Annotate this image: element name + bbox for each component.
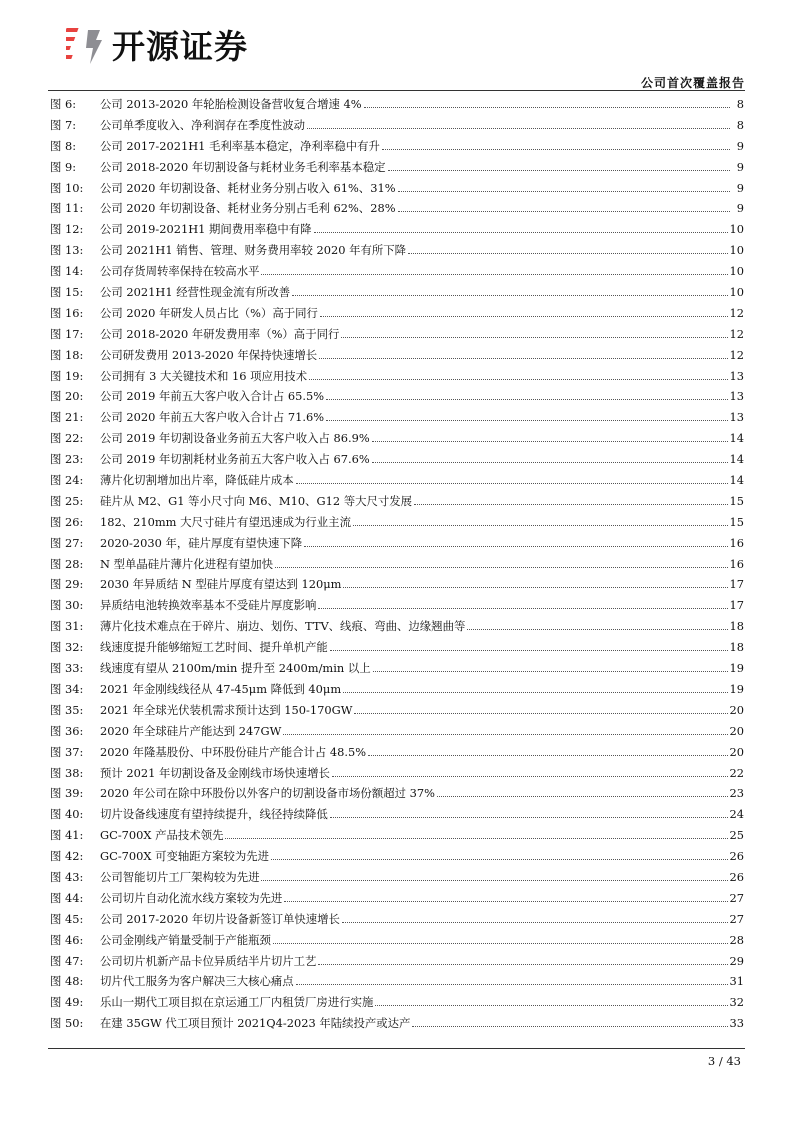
figure-title: 在建 35GW 代工项目预计 2021Q4-2023 年陆续投产或达产 [100, 1016, 411, 1031]
leader-dots [271, 856, 727, 860]
figure-label: 图 17: [50, 326, 84, 341]
figure-page: 26 [729, 869, 744, 884]
leader-dots [373, 668, 728, 672]
figure-label: 图 19: [50, 368, 84, 383]
figure-label: 图 20: [50, 389, 84, 404]
leader-dots [318, 605, 727, 609]
leader-dots [296, 480, 728, 484]
figure-page: 14 [729, 473, 744, 488]
figure-label: 图 25: [50, 493, 84, 508]
toc-entry[interactable] [50, 430, 744, 451]
leader-dots [372, 438, 728, 442]
figure-page: 13 [729, 368, 744, 383]
figure-label: 图 22: [50, 431, 84, 446]
figure-page: 10 [729, 222, 744, 237]
figure-page: 31 [729, 974, 744, 989]
figure-label: 图 38: [50, 765, 84, 780]
figure-title: 公司 2018-2020 年研发费用率（%）高于同行 [100, 326, 340, 341]
leader-dots [309, 376, 727, 380]
figure-title: 公司 2021H1 销售、管理、财务费用率较 2020 年有所下降 [100, 243, 407, 258]
figure-page: 17 [729, 577, 744, 592]
leader-dots [284, 898, 727, 902]
leader-dots [398, 188, 730, 192]
leader-dots [314, 229, 728, 233]
leader-dots [296, 981, 728, 985]
figure-title: 预计 2021 年切割设备及金刚线市场快速增长 [100, 765, 330, 780]
figure-label: 图 41: [50, 828, 84, 843]
figure-label: 图 24: [50, 473, 84, 488]
toc-entry[interactable] [50, 514, 744, 535]
toc-entry[interactable] [50, 305, 744, 326]
toc-entry[interactable] [50, 1015, 744, 1036]
figure-page: 13 [729, 389, 744, 404]
toc-entry[interactable] [50, 911, 744, 932]
figure-page: 19 [729, 661, 744, 676]
toc-entry[interactable] [50, 827, 744, 848]
toc-entry[interactable] [50, 785, 744, 806]
header-divider [48, 90, 745, 91]
toc-entry[interactable] [50, 409, 744, 430]
figure-title: 2020-2030 年，硅片厚度有望快速下降 [100, 535, 303, 550]
leader-dots [372, 459, 728, 463]
toc-entry[interactable] [50, 180, 744, 201]
figure-page: 14 [729, 431, 744, 446]
figure-page: 19 [729, 681, 744, 696]
figure-page: 26 [729, 849, 744, 864]
figure-label: 图 45: [50, 911, 84, 926]
figure-page: 18 [729, 619, 744, 634]
toc-entry[interactable] [50, 765, 744, 786]
figure-page: 29 [729, 953, 744, 968]
figure-page: 24 [729, 807, 744, 822]
figure-title: 切片代工服务为客户解决三大核心痛点 [100, 974, 294, 989]
leader-dots [304, 543, 727, 547]
toc-entry[interactable] [50, 953, 744, 974]
figure-title: 公司 2017-2021H1 毛利率基本稳定，净利率稳中有升 [100, 138, 380, 153]
figure-title: 乐山一期代工项目拟在京运通工厂内租赁厂房进行实施 [100, 995, 374, 1010]
leader-dots [364, 104, 730, 108]
leader-dots [326, 417, 727, 421]
leader-dots [326, 396, 727, 400]
toc-entry[interactable] [50, 96, 744, 117]
figure-page: 9 [736, 159, 744, 174]
figure-page: 12 [729, 305, 744, 320]
figure-title: 182、210mm 大尺寸硅片有望迅速成为行业主流 [100, 514, 351, 529]
figure-page: 27 [729, 890, 744, 905]
figure-title: 公司 2019-2021H1 期间费用率稳中有降 [100, 222, 312, 237]
figure-label: 图 33: [50, 661, 84, 676]
figure-page: 13 [729, 410, 744, 425]
figure-title: 公司 2020 年研发人员占比（%）高于同行 [100, 305, 318, 320]
leader-dots [320, 313, 728, 317]
figure-label: 图 50: [50, 1016, 84, 1031]
footer-divider [48, 1048, 745, 1049]
toc-entry[interactable] [50, 138, 744, 159]
figure-title: 公司研发费用 2013-2020 年保持快速增长 [100, 347, 318, 362]
report-type: 公司首次覆盖报告 [640, 76, 745, 90]
toc-entry[interactable] [50, 451, 744, 472]
figure-title: 2020 年公司在除中环股份以外客户的切割设备市场份额超过 37% [100, 786, 435, 801]
figure-title: N 型单晶硅片薄片化进程有望加快 [100, 556, 274, 571]
figure-label: 图 42: [50, 849, 84, 864]
figure-title: 公司 2019 年前五大客户收入合计占 65.5% [100, 389, 325, 404]
toc-entry[interactable] [50, 535, 744, 556]
figure-label: 图 18: [50, 347, 84, 362]
figure-title: 薄片化技术难点在于碎片、崩边、划伤、TTV、线痕、弯曲、边缘翘曲等 [100, 619, 466, 634]
figure-label: 图 36: [50, 723, 84, 738]
page-header [0, 0, 793, 100]
figure-title: 2030 年异质结 N 型硅片厚度有望达到 120μm [100, 577, 342, 592]
leader-dots [368, 752, 727, 756]
figure-page: 20 [729, 723, 744, 738]
figure-label: 图 8: [50, 138, 77, 153]
figure-title: 公司 2017-2020 年切片设备新签订单快速增长 [100, 911, 340, 926]
figure-label: 图 13: [50, 243, 84, 258]
figure-page: 28 [729, 932, 744, 947]
figure-title: 公司智能切片工厂架构较为先进 [100, 869, 260, 884]
figure-page: 9 [736, 180, 744, 195]
figure-page: 20 [729, 744, 744, 759]
toc-entry[interactable] [50, 994, 744, 1015]
figure-title: 2020 年全球硅片产能达到 247GW [100, 723, 282, 738]
figure-title: 公司 2018-2020 年切割设备与耗材业务毛利率基本稳定 [100, 159, 386, 174]
figure-title: 2021 年金刚线线径从 47-45μm 降低到 40μm [100, 681, 342, 696]
toc-entry[interactable] [50, 200, 744, 221]
figure-label: 图 21: [50, 410, 84, 425]
figure-title: 公司 2019 年切割耗材业务前五大客户收入占 67.6% [100, 452, 370, 467]
figure-title: 公司单季度收入、净利润存在季度性波动 [100, 117, 306, 132]
figure-page: 12 [729, 326, 744, 341]
toc-entry[interactable] [50, 744, 744, 765]
figure-page: 18 [729, 640, 744, 655]
figure-label: 图 40: [50, 807, 84, 822]
figure-title: 线速度提升能够缩短工艺时间、提升单机产能 [100, 640, 328, 655]
figure-page: 32 [729, 995, 744, 1010]
toc-entry[interactable] [50, 576, 744, 597]
leader-dots [342, 919, 728, 923]
figure-label: 图 48: [50, 974, 84, 989]
toc-entry[interactable] [50, 347, 744, 368]
figure-label: 图 46: [50, 932, 84, 947]
toc-entry[interactable] [50, 618, 744, 639]
figure-label: 图 43: [50, 869, 84, 884]
figure-label: 图 28: [50, 556, 84, 571]
figure-page: 8 [736, 97, 744, 111]
figure-title: 公司金刚线产销量受制于产能瓶颈 [100, 932, 271, 947]
figure-page: 17 [729, 598, 744, 613]
figure-label: 图 37: [50, 744, 84, 759]
figure-page: 10 [729, 285, 744, 300]
figure-page: 23 [729, 786, 744, 801]
figure-label: 图 30: [50, 598, 84, 613]
figure-page: 27 [729, 911, 744, 926]
leader-dots [412, 1023, 727, 1027]
figure-page: 25 [729, 828, 744, 843]
brand-name: 开源证券 [112, 26, 248, 66]
figure-list [50, 96, 744, 1036]
leader-dots [341, 334, 727, 338]
leader-dots [225, 835, 727, 839]
figure-title: 公司拥有 3 大关键技术和 16 项应用技术 [100, 368, 308, 383]
leader-dots [332, 773, 728, 777]
toc-entry[interactable] [50, 869, 744, 890]
leader-dots [275, 564, 727, 568]
figure-title: 公司 2020 年前五大客户收入合计占 71.6% [100, 410, 325, 425]
leader-dots [330, 647, 728, 651]
figure-label: 图 11: [50, 201, 84, 216]
leader-dots [273, 940, 728, 944]
leader-dots [261, 877, 727, 881]
kaiyuan-logo-icon [66, 24, 106, 68]
leader-dots [354, 710, 727, 714]
figure-title: 线速度有望从 2100m/min 提升至 2400m/min 以上 [100, 661, 371, 676]
leader-dots [330, 814, 728, 818]
figure-page: 12 [729, 347, 744, 362]
leader-dots [283, 731, 727, 735]
figure-title: 2021 年全球光伏装机需求预计达到 150-170GW [100, 702, 353, 717]
figure-title: 薄片化切割增加出片率，降低硅片成本 [100, 473, 294, 488]
toc-entry[interactable] [50, 639, 744, 660]
leader-dots [437, 793, 728, 797]
figure-label: 图 32: [50, 640, 84, 655]
figure-label: 图 44: [50, 890, 84, 905]
figure-title: 公司 2021H1 经营性现金流有所改善 [100, 285, 291, 300]
figure-title: 切片设备线速度有望持续提升，线径持续降低 [100, 807, 328, 822]
toc-entry[interactable] [50, 660, 744, 681]
figure-title: 公司 2019 年切割设备业务前五大客户收入占 86.9% [100, 431, 370, 446]
figure-title: 公司 2013-2020 年轮胎检测设备营收复合增速 4% [100, 97, 362, 111]
leader-dots [388, 167, 731, 171]
figure-page: 22 [729, 765, 744, 780]
leader-dots [319, 355, 727, 359]
figure-label: 图 15: [50, 285, 84, 300]
leader-dots [353, 522, 728, 526]
figure-page: 20 [729, 702, 744, 717]
toc-entry[interactable] [50, 556, 744, 577]
toc-entry[interactable] [50, 806, 744, 827]
toc-entry[interactable] [50, 117, 744, 138]
figure-label: 图 7: [50, 117, 77, 132]
figure-page: 10 [729, 243, 744, 258]
toc-entry[interactable] [50, 702, 744, 723]
figure-page: 16 [729, 556, 744, 571]
figure-page: 15 [729, 514, 744, 529]
toc-entry[interactable] [50, 723, 744, 744]
figure-title: 公司切片机新产品卡位异质结半片切片工艺 [100, 953, 317, 968]
leader-dots [467, 626, 727, 630]
company-logo [66, 24, 248, 68]
toc-entry[interactable] [50, 932, 744, 953]
leader-dots [318, 961, 727, 965]
figure-page: 15 [729, 493, 744, 508]
figure-label: 图 49: [50, 995, 84, 1010]
toc-entry[interactable] [50, 493, 744, 514]
figure-label: 图 34: [50, 681, 84, 696]
figure-label: 图 12: [50, 222, 84, 237]
figure-page: 9 [736, 201, 744, 216]
toc-entry[interactable] [50, 263, 744, 284]
leader-dots [375, 1002, 727, 1006]
toc-entry[interactable] [50, 973, 744, 994]
figure-title: 公司切片自动化流水线方案较为先进 [100, 890, 283, 905]
figure-label: 图 9: [50, 159, 77, 174]
toc-entry[interactable] [50, 388, 744, 409]
leader-dots [398, 208, 730, 212]
figure-label: 图 6: [50, 97, 77, 111]
toc-entry[interactable] [50, 159, 744, 180]
figure-page: 8 [736, 117, 744, 132]
figure-label: 图 14: [50, 264, 84, 279]
toc-entry[interactable] [50, 848, 744, 869]
toc-entry[interactable] [50, 284, 744, 305]
figure-title: 硅片从 M2、G1 等小尺寸向 M6、M10、G12 等大尺寸发展 [100, 493, 413, 508]
figure-title: 公司存货周转率保持在较高水平 [100, 264, 260, 279]
toc-entry[interactable] [50, 681, 744, 702]
leader-dots [414, 501, 727, 505]
figure-label: 图 23: [50, 452, 84, 467]
toc-entry[interactable] [50, 326, 744, 347]
figure-label: 图 29: [50, 577, 84, 592]
figure-title: 公司 2020 年切割设备、耗材业务分别占收入 61%、31% [100, 180, 396, 195]
figure-label: 图 31: [50, 619, 84, 634]
page-number: 3 / 43 [707, 1054, 741, 1068]
figure-page: 10 [729, 264, 744, 279]
leader-dots [343, 689, 727, 693]
figure-title: GC-700X 可变轴距方案较为先进 [100, 849, 270, 864]
toc-entry[interactable] [50, 368, 744, 389]
leader-dots [261, 271, 727, 275]
toc-entry[interactable] [50, 472, 744, 493]
figure-label: 图 27: [50, 535, 84, 550]
figure-label: 图 39: [50, 786, 84, 801]
toc-entry[interactable] [50, 221, 744, 242]
figure-label: 图 26: [50, 514, 84, 529]
figure-label: 图 35: [50, 702, 84, 717]
toc-entry[interactable] [50, 597, 744, 618]
figure-label: 图 47: [50, 953, 84, 968]
toc-entry[interactable] [50, 890, 744, 911]
figure-title: 公司 2020 年切割设备、耗材业务分别占毛利 62%、28% [100, 201, 396, 216]
figure-label: 图 16: [50, 305, 84, 320]
leader-dots [408, 250, 727, 254]
figure-page: 16 [729, 535, 744, 550]
figure-page: 9 [736, 138, 744, 153]
figure-title: 2020 年隆基股份、中环股份硅片产能合计占 48.5% [100, 744, 367, 759]
figure-title: 异质结电池转换效率基本不受硅片厚度影响 [100, 598, 317, 613]
leader-dots [343, 584, 727, 588]
leader-dots [292, 292, 727, 296]
leader-dots [382, 146, 730, 150]
toc-entry[interactable] [50, 242, 744, 263]
figure-page: 14 [729, 452, 744, 467]
figure-title: GC-700X 产品技术领先 [100, 828, 224, 843]
figure-page: 33 [729, 1016, 744, 1031]
leader-dots [307, 125, 730, 129]
figure-label: 图 10: [50, 180, 84, 195]
